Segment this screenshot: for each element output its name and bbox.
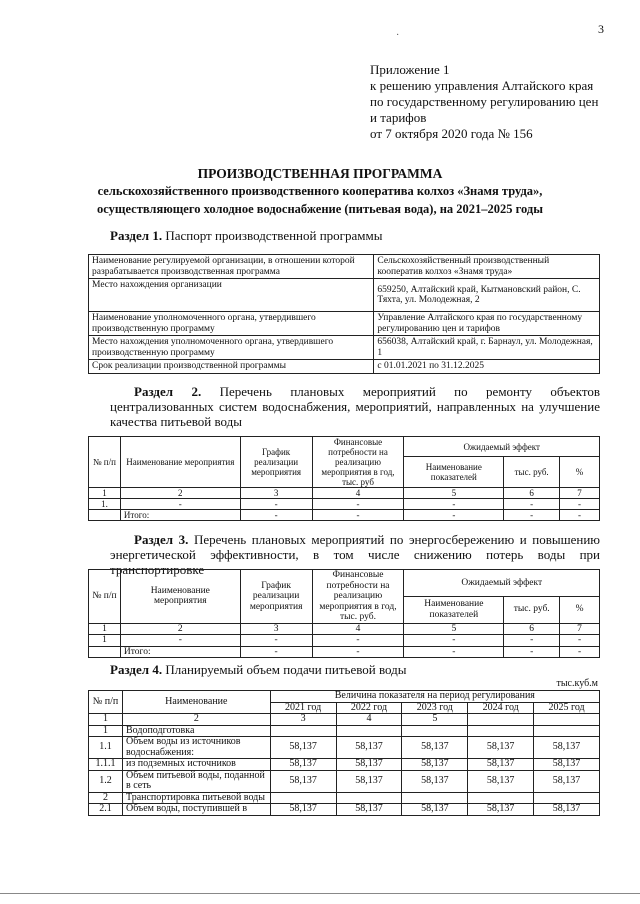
col-header-thousand: тыс. руб.: [504, 457, 560, 488]
scan-dot: ·: [396, 30, 400, 41]
section1-label: Раздел 1.: [110, 228, 163, 243]
col-header-percent: %: [560, 457, 600, 488]
row-num: 1: [89, 725, 123, 737]
section1-text: Паспорт производственной программы: [165, 228, 383, 243]
cell: -: [240, 510, 312, 521]
cell: [534, 725, 600, 737]
cell: -: [404, 499, 504, 510]
row-num: 1.2: [89, 770, 123, 792]
cell: -: [560, 499, 600, 510]
cell: [89, 510, 121, 521]
cell: 58,137: [534, 737, 600, 759]
table-row: [89, 360, 600, 374]
col-header-num: № п/п: [89, 570, 121, 624]
passport-value: с 01.01.2021 по 31.12.2025: [374, 360, 600, 374]
passport-value: 656038, Алтайский край, г. Барнаул, ул. Молодежная, 1: [374, 336, 600, 360]
cell: -: [504, 510, 560, 521]
cell: -: [504, 635, 560, 647]
col-header-name: Наименование: [122, 691, 270, 714]
passport-value: Управление Алтайского края по государственному регулированию цен и тарифов: [374, 312, 600, 336]
colnum: 4: [312, 488, 404, 499]
cell: [270, 792, 336, 804]
appendix-line: к решению управления Алтайского края: [370, 78, 594, 93]
section3-table: [88, 569, 600, 658]
colnum: 4: [312, 623, 404, 635]
table-row: [89, 336, 600, 360]
colnum: 3: [240, 623, 312, 635]
cell: -: [120, 499, 240, 510]
program-title: ПРОИЗВОДСТВЕННАЯ ПРОГРАММА: [197, 166, 443, 181]
cell: -: [404, 510, 504, 521]
row-num: 2.1: [89, 804, 123, 816]
col-header-year: 2025 год: [534, 702, 600, 714]
cell: 1: [89, 635, 121, 647]
col-header-year: 2024 год: [468, 702, 534, 714]
col-header-effect: Ожидаемый эффект: [404, 437, 600, 457]
col-header-num: № п/п: [89, 437, 121, 488]
cell: 58,137: [336, 804, 402, 816]
table-header-row: [89, 691, 600, 703]
section3-text: Перечень плановых мероприятий по энергосбережению и повышению энергетической эффективности, в том числе снижению потерь воды при транспортировке: [110, 532, 600, 577]
cell: 58,137: [336, 737, 402, 759]
table-row: [89, 312, 600, 336]
colnum: 6: [504, 488, 560, 499]
table-row: [89, 804, 600, 816]
table-header-row: [89, 437, 600, 457]
table-colnum-row: [89, 623, 600, 635]
cell: 58,137: [402, 759, 468, 771]
page-bottom-edge: [0, 893, 640, 894]
cell: 58,137: [468, 759, 534, 771]
col-header-effect: Ожидаемый эффект: [404, 570, 600, 597]
appendix-line: от 7 октября 2020 года № 156: [370, 126, 533, 141]
passport-value: 659250, Алтайский край, Кытмановский район, С. Тяхта, ул. Молодежная, 2: [374, 279, 600, 312]
unit-label: тыс.куб.м: [556, 678, 598, 689]
program-subtitle-1: сельскохозяйственного производственного кооператива колхоз «Знамя труда»,: [97, 184, 543, 198]
col-header-schedule: График реализации мероприятия: [240, 437, 312, 488]
cell: [336, 792, 402, 804]
cell: 58,137: [468, 804, 534, 816]
appendix-block: [370, 62, 598, 142]
table-row: [89, 635, 600, 647]
cell: [534, 792, 600, 804]
table-row: [89, 725, 600, 737]
table-row: [89, 737, 600, 759]
cell: 58,137: [534, 759, 600, 771]
cell: -: [504, 646, 560, 658]
cell: 58,137: [336, 759, 402, 771]
colnum: 1: [89, 488, 121, 499]
passport-key: Срок реализации производственной программы: [89, 360, 374, 374]
cell: -: [240, 635, 312, 647]
cell: [89, 646, 121, 658]
passport-key: Наименование регулируемой организации, в отношении которой разрабатывается производственная программа: [89, 255, 374, 279]
col-header-thousand: тыс. руб.: [504, 596, 560, 623]
section1-heading: [110, 228, 382, 243]
section2-text: Перечень плановых мероприятий по ремонту объектов централизованных систем водоснабжения, мероприятий, направленных на улучшение качества питьевой воды: [110, 384, 600, 429]
col-header-finance: Финансовые потребности на реализацию мероприятия в год, тыс. руб.: [312, 570, 404, 624]
cell: -: [312, 499, 404, 510]
passport-value: Сельскохозяйственный производственный кооператив колхоз «Знамя труда»: [374, 255, 600, 279]
col-header-year: 2021 год: [270, 702, 336, 714]
cell: -: [504, 499, 560, 510]
col-header-name: Наименование мероприятия: [120, 570, 240, 624]
cell: [468, 725, 534, 737]
cell: -: [560, 635, 600, 647]
cell: [468, 792, 534, 804]
colnum: 7: [560, 488, 600, 499]
cell: -: [560, 646, 600, 658]
cell: -: [312, 510, 404, 521]
colnum: 1: [89, 623, 121, 635]
cell: 58,137: [336, 770, 402, 792]
program-subtitle-2: осуществляющего холодное водоснабжение (питьевая вода), на 2021–2025 годы: [97, 202, 543, 216]
table-colnum-row: [89, 714, 600, 726]
colnum: 2: [122, 714, 270, 726]
page-number: 3: [598, 22, 604, 36]
colnum: 3: [240, 488, 312, 499]
colnum: 5: [404, 623, 504, 635]
colnum: 7: [560, 623, 600, 635]
appendix-line: и тарифов: [370, 110, 427, 125]
cell: [402, 792, 468, 804]
cell: 58,137: [270, 804, 336, 816]
appendix-line: по государственному регулированию цен: [370, 94, 599, 109]
cell: 1.: [89, 499, 121, 510]
cell-total-label: Итого:: [120, 510, 240, 521]
cell: 58,137: [402, 804, 468, 816]
colnum: 5: [404, 488, 504, 499]
appendix-line: Приложение 1: [370, 62, 450, 77]
cell: 58,137: [270, 737, 336, 759]
table-row: [89, 792, 600, 804]
col-header-indicator: Наименование показателей: [404, 596, 504, 623]
cell-total-label: Итого:: [120, 646, 240, 658]
table-row: [89, 279, 600, 312]
cell: 58,137: [534, 770, 600, 792]
col-header-year: 2023 год: [402, 702, 468, 714]
table-row: [89, 770, 600, 792]
col-header-period: Величина показателя на период регулирования: [270, 691, 599, 703]
cell: [270, 725, 336, 737]
cell: 58,137: [468, 737, 534, 759]
section4-heading: [110, 662, 407, 677]
table-header-row: [89, 570, 600, 597]
col-header-finance: Финансовые потребности на реализацию мероприятия в год, тыс. руб: [312, 437, 404, 488]
cell: -: [404, 635, 504, 647]
cell: 58,137: [270, 770, 336, 792]
row-num: 1.1.1: [89, 759, 123, 771]
col-header-name: Наименование мероприятия: [120, 437, 240, 488]
col-header-percent: %: [560, 596, 600, 623]
cell: 58,137: [468, 770, 534, 792]
section2-heading: [110, 384, 600, 429]
col-header-year: 2022 год: [336, 702, 402, 714]
cell: 58,137: [402, 737, 468, 759]
table-row: [89, 499, 600, 510]
colnum: 6: [504, 623, 560, 635]
cell: -: [240, 646, 312, 658]
colnum: 4: [336, 714, 402, 726]
colnum: 1: [89, 714, 123, 726]
cell: -: [404, 646, 504, 658]
section4-text: Планируемый объем подачи питьевой воды: [165, 662, 407, 677]
cell: -: [312, 646, 404, 658]
section4-label: Раздел 4.: [110, 662, 163, 677]
cell: -: [560, 510, 600, 521]
cell: -: [120, 635, 240, 647]
cell: [402, 725, 468, 737]
row-num: 1.1: [89, 737, 123, 759]
colnum: 3: [270, 714, 336, 726]
section2-label: Раздел 2.: [134, 384, 202, 399]
cell: [336, 725, 402, 737]
section2-table: [88, 436, 600, 521]
cell: 58,137: [402, 770, 468, 792]
table-row: [89, 510, 600, 521]
table-row: [89, 759, 600, 771]
section3-label: Раздел 3.: [134, 532, 189, 547]
row-name: из подземных источников: [122, 759, 270, 771]
colnum: 2: [120, 623, 240, 635]
col-header-indicator: Наименование показателей: [404, 457, 504, 488]
row-num: 2: [89, 792, 123, 804]
colnum: 2: [120, 488, 240, 499]
colnum: 5: [402, 714, 468, 726]
col-header-schedule: График реализации мероприятия: [240, 570, 312, 624]
passport-key: Место нахождения организации: [89, 279, 374, 312]
passport-key: Место нахождения уполномоченного органа, утвердившего производственную программу: [89, 336, 374, 360]
cell: -: [312, 635, 404, 647]
passport-key: Наименование уполномоченного органа, утвердившего производственную программу: [89, 312, 374, 336]
row-name: Объем воды из источников водоснабжения:: [122, 737, 270, 759]
col-header-num: № п/п: [89, 691, 123, 714]
cell: 58,137: [270, 759, 336, 771]
cell: 58,137: [534, 804, 600, 816]
section4-table: [88, 690, 600, 816]
row-name: Водоподготовка: [122, 725, 270, 737]
table-row: [89, 255, 600, 279]
table-colnum-row: [89, 488, 600, 499]
table-row: [89, 646, 600, 658]
row-name: Транспортировка питьевой воды: [122, 792, 270, 804]
cell: -: [240, 499, 312, 510]
row-name: Объем воды, поступившей в: [122, 804, 270, 816]
row-name: Объем питьевой воды, поданной в сеть: [122, 770, 270, 792]
passport-table: [88, 254, 600, 374]
